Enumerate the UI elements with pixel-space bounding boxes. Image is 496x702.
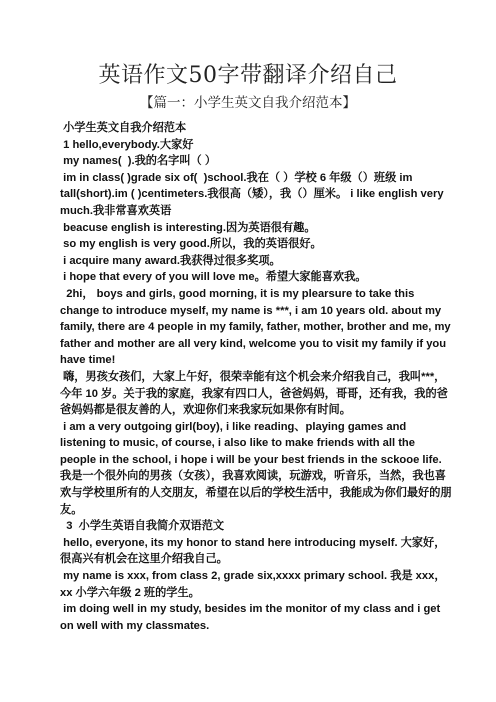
paragraph: i hope that every of you will love me。希望大家能喜欢我。 xyxy=(60,271,367,284)
paragraph: 嗨，男孩女孩们，大家上午好，很荣幸能有这个机会来介绍我自己，我叫***，今年 10 岁。关于我的家庭，我家有四口人，爸爸妈妈，哥哥，还有我，我的爸爸妈妈都是很友善的人，欢迎你们来我家玩如果你有时间。 xyxy=(60,370,448,417)
paragraph: 3 小学生英语自我简介双语范文 xyxy=(60,520,225,533)
paragraph: im doing well in my study, besides im the monitor of my class and i get on well with my classmates. xyxy=(60,603,444,632)
paragraph: beacuse english is interesting.因为英语很有趣。 xyxy=(60,221,316,234)
page-title: 英语作文50字带翻译介绍自己 xyxy=(98,63,398,88)
paragraph: so my english is very good.所以，我的英语很好。 xyxy=(60,238,322,251)
paragraph: im in class( )grade six of( )school.我在（ ）学校 6 年级（）班级 im tall(short).im ( )centimeters.我很高（矮），我（）厘米。 i like english very much.我非常喜欢英语 xyxy=(60,171,447,217)
paragraph: 1 hello,everybody.大家好 xyxy=(60,138,194,151)
paragraph: 小学生英文自我介绍范本 xyxy=(60,122,187,134)
paragraph: i acquire many award.我获得过很多奖项。 xyxy=(60,254,281,267)
paragraph: hello, everyone, its my honor to stand here introducing myself. 大家好， 很高兴有机会在这里介绍我自己。 xyxy=(60,536,449,566)
document-body xyxy=(60,120,452,634)
paragraph: 2hi， boys and girls, good morning, it is my plearsure to take this change to introduce myself, my name is ***, i am 10 years old. about my family, there are 4 people in my family, father, mother, brother and me, my father and mother are all very kind, welcome you to visit my family if you have time! xyxy=(60,287,454,367)
paragraph: 我是一个很外向的男孩（女孩），我喜欢阅读，玩游戏，听音乐，当然，我也喜欢与学校里所有的人交朋友，希望在以后的学校生活中，我能成为你们最好的朋友。 xyxy=(60,470,452,516)
paragraph: i am a very outgoing girl(boy), i like reading、playing games and listening to music, of course, i also like to make friends with all the people in the school, i hope i will be your best friends in the sckooe life. xyxy=(60,420,442,466)
paragraph: my name is xxx, from class 2, grade six,xxxx primary school. 我是 xxx，xx 小学六年级 2 班的学生。 xyxy=(60,570,446,599)
section-heading: 【篇一：小学生英文自我介绍范本】 xyxy=(140,95,356,111)
paragraph: my names( ).我的名字叫（ ） xyxy=(60,155,217,168)
